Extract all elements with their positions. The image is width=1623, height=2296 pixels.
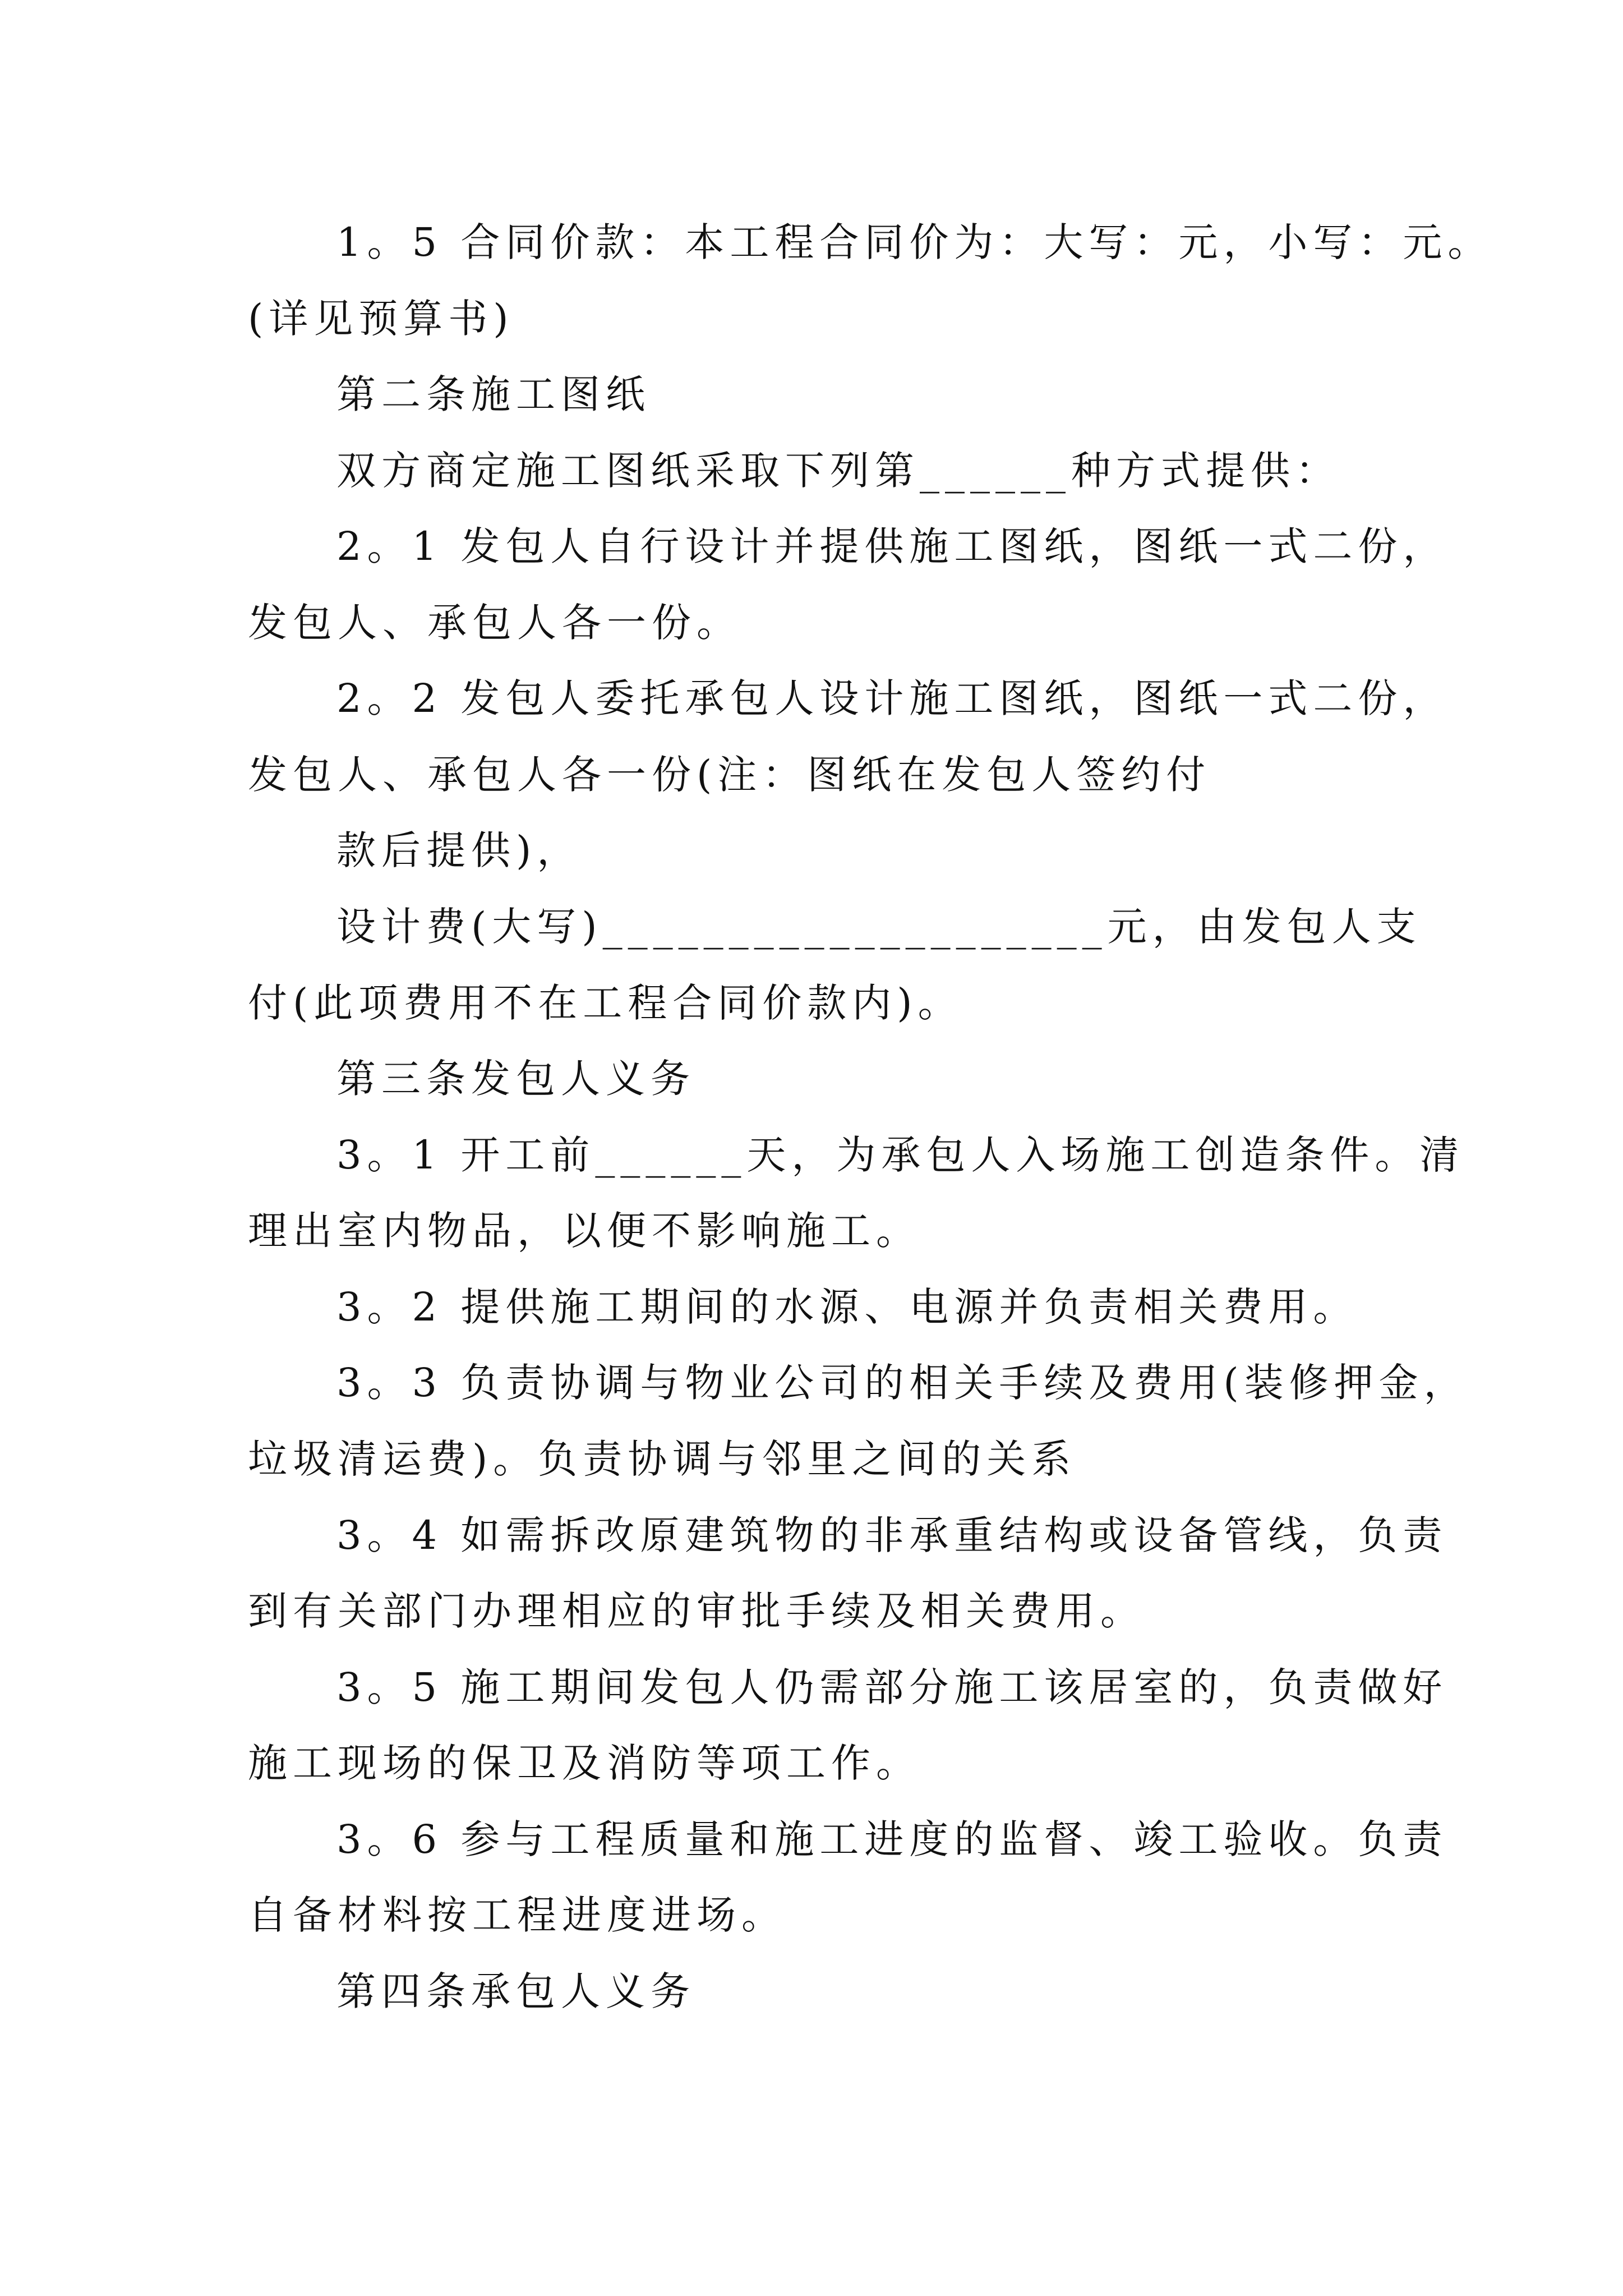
section-3-heading: 第三条发包人义务 <box>336 1056 695 1102</box>
clause-2-2-line-1: 2。2 发包人委托承包人设计施工图纸，图纸一式二份， <box>336 675 1448 721</box>
clause-3-5-line-2: 施工现场的保卫及消防等项工作。 <box>248 1740 921 1786</box>
clause-2-2-line-2: 发包人、承包人各一份(注：图纸在发包人签约付 <box>248 752 1211 798</box>
design-fee-line-2: 付(此项费用不在工程合同价款内)。 <box>248 980 963 1026</box>
clause-2-1-line-1: 2。1 发包人自行设计并提供施工图纸，图纸一式二份， <box>336 523 1448 569</box>
design-fee-line-1: 设计费(大写)____________________元，由发包人支 <box>336 904 1422 950</box>
clause-1-5-price-line-2: (详见预算书) <box>248 296 514 342</box>
clause-3-2: 3。2 提供施工期间的水源、电源并负责相关费用。 <box>336 1284 1358 1330</box>
clause-1-5-price-line-1: 1。5 合同价款：本工程合同价为：大写：元，小写：元。 <box>336 219 1493 265</box>
clause-3-3-line-1: 3。3 负责协调与物业公司的相关手续及费用(装修押金， <box>336 1360 1469 1406</box>
clause-3-4-line-1: 3。4 如需拆改原建筑物的非承重结构或设备管线，负责 <box>336 1512 1448 1558</box>
section-2-heading: 第二条施工图纸 <box>336 371 651 417</box>
clause-3-3-line-2: 垃圾清运费)。负责协调与邻里之间的关系 <box>248 1436 1077 1482</box>
clause-2-2-line-3: 款后提供)， <box>336 827 582 873</box>
section-2-intro: 双方商定施工图纸采取下列第______种方式提供： <box>336 448 1340 494</box>
clause-3-1-line-1: 3。1 开工前______天，为承包人入场施工创造条件。清 <box>336 1132 1465 1178</box>
section-4-heading: 第四条承包人义务 <box>336 1968 695 2014</box>
clause-3-1-line-2: 理出室内物品，以便不影响施工。 <box>248 1208 921 1254</box>
clause-2-1-line-2: 发包人、承包人各一份。 <box>248 600 741 646</box>
clause-3-4-line-2: 到有关部门办理相应的审批手续及相关费用。 <box>248 1588 1145 1634</box>
clause-3-6-line-1: 3。6 参与工程质量和施工进度的监督、竣工验收。负责 <box>336 1816 1448 1862</box>
clause-3-6-line-2: 自备材料按工程进度进场。 <box>248 1892 786 1938</box>
clause-3-5-line-1: 3。5 施工期间发包人仍需部分施工该居室的，负责做好 <box>336 1664 1448 1710</box>
